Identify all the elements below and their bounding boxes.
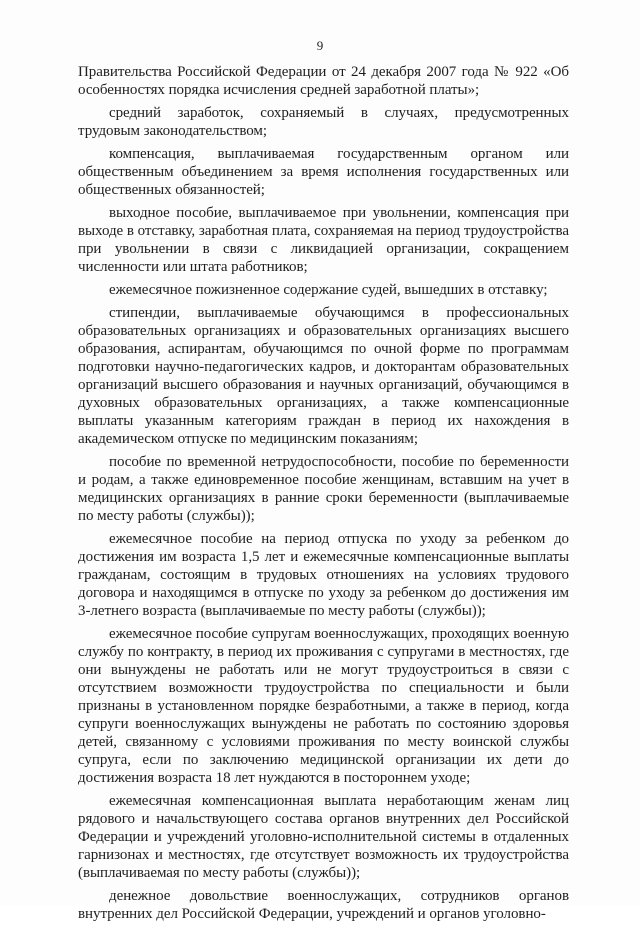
paragraph-stipends: стипендии, выплачиваемые обучающимся в профессиональных образовательных организациях и образовательных организациях высшего образования, аспирантам, обучающимся по очной форме по программам подготовки научно-педагогических кадров, и докторантам образовательных организаций высшего образования и научных организаций, обучающимся в духовных образовательных организациях, а также компенсационные выплаты указанным категориям граждан в период их нахождения в академическом отпуске по медицинским показаниям;	[78, 305, 569, 447]
document-body	[78, 63, 569, 928]
paragraph-childcare-leave-benefit: ежемесячное пособие на период отпуска по уходу за ребенком до достижения им возраста 1,5 лет и ежемесячные компенсационные выплаты гражданам, состоящим в трудовых отношениях на условиях трудового договора и находящимся в отпуске по уходу за ребенком до достижения им 3-летнего возраста (выплачиваемые по месту работы (службы));	[78, 531, 569, 619]
paragraph-continuation: Правительства Российской Федерации от 24 декабря 2007 года № 922 «Об особенностях порядка исчисления средней заработной платы»;	[78, 64, 569, 98]
paragraph-military-allowance: денежное довольствие военнослужащих, сотрудников органов внутренних дел Российской Федерации, учреждений и органов уголовно-	[78, 888, 569, 922]
paragraph-military-spouse-benefit: ежемесячное пособие супругам военнослужащих, проходящих военную службу по контракту, в период их проживания с супругами в местностях, где они вынуждены не работать или не могут трудоустроиться в связи с отсутствием возможности трудоустройства по специальности и были признаны в установленном порядке безработными, а также в период, когда супруги военнослужащих вынуждены не работать по состоянию здоровья детей, связанному с условиями проживания по месту воинской службы супруга, если по заключению медицинской организации их дети до достижения возраста 18 лет нуждаются в постороннем уходе;	[78, 626, 569, 786]
paragraph-severance-pay: выходное пособие, выплачиваемое при увольнении, компенсация при выходе в отставку, заработная плата, сохраняемая на период трудоустройства при увольнении в связи с ликвидацией организации, сокращением численности или штата работников;	[78, 205, 569, 275]
paragraph-average-earnings: средний заработок, сохраняемый в случаях, предусмотренных трудовым законодательством;	[78, 105, 569, 139]
paragraph-judges-allowance: ежемесячное пожизненное содержание судей, вышедших в отставку;	[109, 282, 548, 298]
paragraph-temporary-disability-benefit: пособие по временной нетрудоспособности, пособие по беременности и родам, а также единовременное пособие женщинам, вставшим на учет в медицинских организациях в ранние сроки беременности (выплачиваемые по месту работы (службы));	[78, 454, 569, 524]
paragraph-non-working-wives-compensation: ежемесячная компенсационная выплата неработающим женам лиц рядового и начальствующего состава органов внутренних дел Российской Федерации и учреждений уголовно-исполнительной системы в отдаленных гарнизонах и местностях, где отсутствует возможность их трудоустройства (выплачиваемая по месту работы (службы));	[78, 793, 569, 881]
page-number: 9	[316, 38, 324, 53]
paragraph-compensation-public-duties: компенсация, выплачиваемая государственным органом или общественным объединением за время исполнения государственных или общественных обязанностей;	[78, 146, 569, 198]
